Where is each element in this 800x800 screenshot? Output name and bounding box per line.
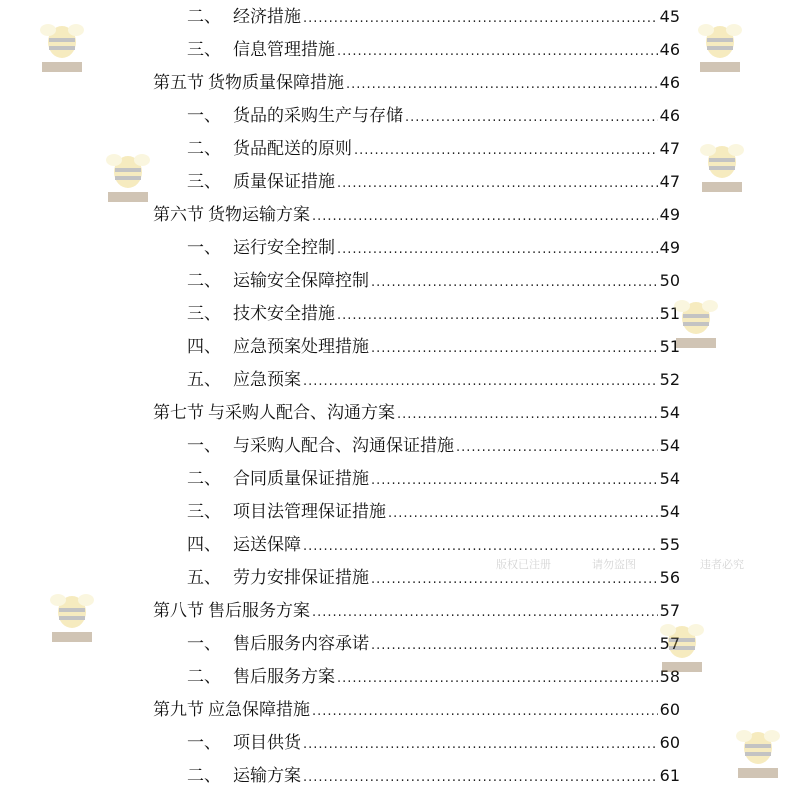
toc-entry[interactable] bbox=[187, 363, 680, 396]
toc-entry-number: 一、 bbox=[187, 733, 221, 753]
toc-entry-title bbox=[187, 529, 301, 562]
toc-entry-number: 二、 bbox=[187, 271, 221, 291]
toc-entry-title bbox=[187, 166, 335, 199]
toc-entry-title bbox=[187, 1, 301, 34]
toc-entry-text: 信息管理措施 bbox=[233, 40, 335, 60]
toc-entry-text: 运送保障 bbox=[233, 535, 301, 555]
toc-entry[interactable] bbox=[187, 132, 680, 165]
toc-entry-text: 运行安全控制 bbox=[233, 238, 335, 258]
toc-entry-text: 应急预案 bbox=[233, 370, 301, 390]
toc-entry-text: 货物运输方案 bbox=[208, 205, 310, 225]
toc-entry-text: 技术安全措施 bbox=[233, 304, 335, 324]
toc-entry-title bbox=[187, 463, 369, 496]
toc-leader-dots bbox=[337, 662, 658, 695]
toc-entry-title bbox=[187, 133, 352, 166]
toc-entry-text: 项目供货 bbox=[233, 733, 301, 753]
toc-leader-dots bbox=[337, 167, 658, 200]
toc-entry[interactable] bbox=[187, 759, 680, 792]
toc-page-number: 58 bbox=[659, 667, 680, 686]
toc-page-number: 54 bbox=[659, 469, 680, 488]
toc-page-number: 46 bbox=[659, 73, 680, 92]
toc-page-number: 50 bbox=[659, 271, 680, 290]
toc-leader-dots bbox=[337, 35, 658, 68]
toc-entry-number: 三、 bbox=[187, 502, 221, 522]
toc-entry-number: 一、 bbox=[187, 106, 221, 126]
toc-entry-title bbox=[187, 331, 369, 364]
toc-section-number: 第八节 bbox=[153, 601, 204, 621]
toc-leader-dots bbox=[371, 266, 658, 299]
toc-leader-dots bbox=[312, 596, 658, 629]
toc-entry[interactable] bbox=[187, 429, 680, 462]
toc-entry-number: 四、 bbox=[187, 337, 221, 357]
toc-entry-title bbox=[187, 562, 369, 595]
toc-entry-text: 货物质量保障措施 bbox=[208, 73, 344, 93]
toc-entry-text: 项目法管理保证措施 bbox=[233, 502, 386, 522]
toc-section-heading[interactable] bbox=[153, 594, 680, 627]
toc-section-heading[interactable] bbox=[153, 198, 680, 231]
toc-section-number: 第五节 bbox=[153, 73, 204, 93]
toc-entry[interactable] bbox=[187, 495, 680, 528]
toc-page-number: 54 bbox=[659, 436, 680, 455]
toc-entry-number: 五、 bbox=[187, 568, 221, 588]
toc-entry-text: 与采购人配合、沟通保证措施 bbox=[233, 436, 454, 456]
toc-page-number: 54 bbox=[659, 403, 680, 422]
toc-entry[interactable] bbox=[187, 231, 680, 264]
toc-entry-number: 二、 bbox=[187, 7, 221, 27]
toc-entry-text: 与采购人配合、沟通方案 bbox=[208, 403, 395, 423]
toc-entry[interactable] bbox=[187, 726, 680, 759]
toc-entry-number: 五、 bbox=[187, 370, 221, 390]
toc-leader-dots bbox=[337, 233, 658, 266]
toc-entry-title bbox=[153, 199, 310, 232]
toc-leader-dots bbox=[388, 497, 658, 530]
toc-entry-text: 运输方案 bbox=[233, 766, 301, 786]
toc-page-number: 46 bbox=[659, 106, 680, 125]
toc-leader-dots bbox=[371, 464, 658, 497]
toc-entry-number: 一、 bbox=[187, 436, 221, 456]
toc-entry[interactable] bbox=[187, 561, 680, 594]
watermark-notice: 违者必究 bbox=[700, 558, 744, 571]
toc-page-number: 54 bbox=[659, 502, 680, 521]
toc-page-number: 46 bbox=[659, 40, 680, 59]
toc-entry-text: 售后服务方案 bbox=[233, 667, 335, 687]
toc-entry-number: 二、 bbox=[187, 139, 221, 159]
toc-entry-title bbox=[187, 727, 301, 760]
toc-leader-dots bbox=[303, 2, 658, 35]
toc-leader-dots bbox=[337, 299, 658, 332]
watermark-notice: 版权已注册 bbox=[496, 558, 551, 571]
toc-entry-title bbox=[153, 694, 310, 727]
toc-entry-title bbox=[153, 397, 395, 430]
toc-entry-title bbox=[187, 496, 386, 529]
toc-page-number: 57 bbox=[659, 601, 680, 620]
toc-leader-dots bbox=[371, 332, 658, 365]
toc-entry-text: 货品的采购生产与存储 bbox=[233, 106, 403, 126]
toc-entry-number: 二、 bbox=[187, 667, 221, 687]
toc-entry-number: 四、 bbox=[187, 535, 221, 555]
toc-entry[interactable] bbox=[187, 627, 680, 660]
toc-entry-title bbox=[187, 265, 369, 298]
toc-entry-title bbox=[187, 364, 301, 397]
toc-entry[interactable] bbox=[187, 0, 680, 33]
watermark-notice: 请勿盗图 bbox=[592, 558, 636, 571]
toc-entry-title bbox=[187, 232, 335, 265]
toc-section-heading[interactable] bbox=[153, 66, 680, 99]
toc-entry[interactable] bbox=[187, 660, 680, 693]
toc-page-number: 45 bbox=[659, 7, 680, 26]
toc-entry-number: 二、 bbox=[187, 469, 221, 489]
toc-section-number: 第九节 bbox=[153, 700, 204, 720]
toc-page-number: 60 bbox=[659, 733, 680, 752]
toc-page-number: 60 bbox=[659, 700, 680, 719]
toc-page-number: 47 bbox=[659, 172, 680, 191]
toc-entry[interactable] bbox=[187, 330, 680, 363]
toc-entry-number: 三、 bbox=[187, 172, 221, 192]
toc-entry-number: 三、 bbox=[187, 304, 221, 324]
toc-leader-dots bbox=[371, 629, 658, 662]
toc-entry-text: 运输安全保障控制 bbox=[233, 271, 369, 291]
toc-entry-title bbox=[187, 298, 335, 331]
toc-entry[interactable] bbox=[187, 165, 680, 198]
toc-leader-dots bbox=[312, 695, 658, 728]
toc-leader-dots bbox=[346, 68, 658, 101]
toc-entry-title bbox=[187, 628, 369, 661]
toc-page-number: 49 bbox=[659, 238, 680, 257]
toc-entry-title bbox=[187, 430, 454, 463]
toc-entry-title bbox=[187, 760, 301, 793]
toc-leader-dots bbox=[456, 431, 658, 464]
toc-entry-title bbox=[153, 67, 344, 100]
toc-entry-text: 应急保障措施 bbox=[208, 700, 310, 720]
toc-page-number: 57 bbox=[659, 634, 680, 653]
toc-section-number: 第七节 bbox=[153, 403, 204, 423]
toc-entry-text: 质量保证措施 bbox=[233, 172, 335, 192]
toc-entry[interactable] bbox=[187, 99, 680, 132]
toc-entry-text: 售后服务内容承诺 bbox=[233, 634, 369, 654]
toc-entry[interactable] bbox=[187, 264, 680, 297]
toc-entry-number: 一、 bbox=[187, 634, 221, 654]
toc-page-number: 55 bbox=[659, 535, 680, 554]
toc-leader-dots bbox=[303, 761, 658, 794]
toc-leader-dots bbox=[303, 530, 658, 563]
toc-entry-title bbox=[187, 34, 335, 67]
toc-entry-title bbox=[153, 595, 310, 628]
toc-entry-text: 合同质量保证措施 bbox=[233, 469, 369, 489]
toc-page-number: 52 bbox=[659, 370, 680, 389]
toc-entry-number: 三、 bbox=[187, 40, 221, 60]
toc-page-number: 47 bbox=[659, 139, 680, 158]
toc-leader-dots bbox=[397, 398, 658, 431]
toc-entry[interactable] bbox=[187, 297, 680, 330]
toc-page-number: 61 bbox=[659, 766, 680, 785]
toc-entry-number: 一、 bbox=[187, 238, 221, 258]
toc-leader-dots bbox=[312, 200, 658, 233]
toc-entry-number: 二、 bbox=[187, 766, 221, 786]
toc-entry[interactable] bbox=[187, 528, 680, 561]
toc-page-number: 56 bbox=[659, 568, 680, 587]
toc-section-number: 第六节 bbox=[153, 205, 204, 225]
toc-entry-text: 劳力安排保证措施 bbox=[233, 568, 369, 588]
toc-page-number: 49 bbox=[659, 205, 680, 224]
toc-entry[interactable] bbox=[187, 462, 680, 495]
toc-leader-dots bbox=[371, 563, 658, 596]
toc-page-number: 51 bbox=[659, 304, 680, 323]
toc-page-number: 51 bbox=[659, 337, 680, 356]
toc-entry[interactable] bbox=[187, 33, 680, 66]
toc-leader-dots bbox=[354, 134, 658, 167]
toc-leader-dots bbox=[405, 101, 658, 134]
toc-entry-title bbox=[187, 661, 335, 694]
toc-entry-text: 售后服务方案 bbox=[208, 601, 310, 621]
toc-entry-text: 经济措施 bbox=[233, 7, 301, 27]
toc-leader-dots bbox=[303, 728, 658, 761]
toc-entry-title bbox=[187, 100, 403, 133]
toc-section-heading[interactable] bbox=[153, 396, 680, 429]
toc-entry-text: 应急预案处理措施 bbox=[233, 337, 369, 357]
toc-leader-dots bbox=[303, 365, 658, 398]
toc-entry-text: 货品配送的原则 bbox=[233, 139, 352, 159]
toc-section-heading[interactable] bbox=[153, 693, 680, 726]
